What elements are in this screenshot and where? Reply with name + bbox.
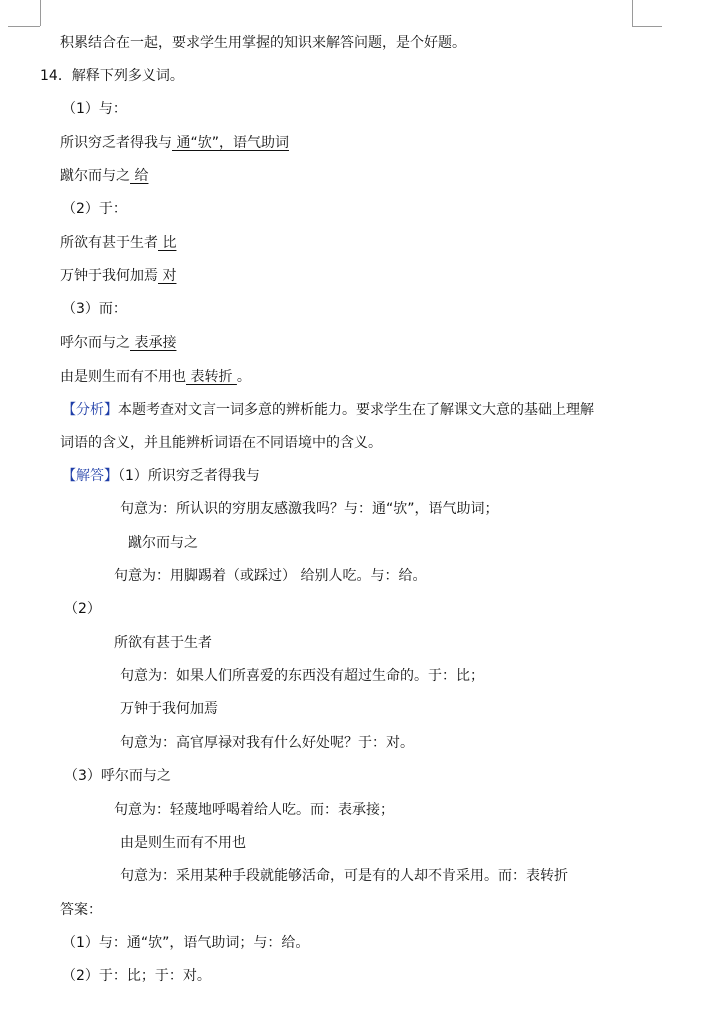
answers-label: 答案：: [60, 902, 102, 918]
explanation-line: 由是则生而有不用也: [120, 835, 246, 851]
explanation-line: 句意为：如果人们所喜爱的东西没有超过生命的。于：比；: [120, 668, 484, 684]
final-answer: （1）与：通“欤”，语气助词；与：给。: [62, 935, 310, 951]
explanation-line: 所欲有甚于生者: [114, 635, 212, 651]
page-corner-mark-right: [632, 0, 633, 26]
answer-blank: 表承接: [130, 335, 177, 351]
sentence-row: [60, 368, 251, 386]
analysis-line: [62, 401, 594, 419]
sentence-text: 所识穷乏者得我与: [60, 135, 172, 151]
analysis-tag: 【分析】: [62, 402, 118, 418]
answer-blank: 表转折: [186, 369, 237, 385]
answer-line: [62, 467, 260, 485]
part-heading: （1）与：: [62, 101, 127, 117]
answer-blank: 通“欤”，语气助词: [172, 135, 289, 151]
sentence-row: [60, 334, 176, 352]
explanation-line: （2）: [64, 601, 101, 617]
page-corner-mark-left: [40, 0, 41, 26]
analysis-text: 词语的含义，并且能辨析词语在不同语境中的含义。: [60, 435, 382, 451]
sentence-text: 呼尔而与之: [60, 335, 130, 351]
sentence-text: 所欲有甚于生者: [60, 235, 158, 251]
answer-blank: 给: [130, 168, 149, 184]
answer-blank: 比: [158, 235, 177, 251]
sentence-end: 。: [236, 369, 251, 385]
page-corner-mark-right-h: [632, 26, 662, 27]
explanation-line: （3）呼尔而与之: [64, 768, 171, 784]
explanation-line: 句意为：高官厚禄对我有什么好处呢？于：对。: [120, 735, 414, 751]
final-answer: （2）于：比；于：对。: [62, 968, 211, 984]
answer-blank: 对: [158, 268, 177, 284]
answer-text: （1）所识穷乏者得我与: [118, 468, 260, 484]
part-heading: （3）而：: [62, 301, 127, 317]
analysis-text: 本题考查对文言一词多意的辨析能力。要求学生在了解课文大意的基础上理解: [118, 402, 594, 418]
sentence-row: [60, 134, 289, 152]
page-corner-mark-left-h: [8, 26, 40, 27]
text-line: 积累结合在一起，要求学生用掌握的知识来解答问题，是个好题。: [60, 35, 466, 51]
explanation-line: 蹴尔而与之: [128, 535, 198, 551]
sentence-text: 由是则生而有不用也: [60, 369, 186, 385]
explanation-line: 句意为：所认识的穷朋友感激我吗？与：通“欤”，语气助词；: [120, 501, 499, 517]
explanation-line: 句意为：轻蔑地呼喝着给人吃。而：表承接；: [114, 802, 394, 818]
explanation-line: 万钟于我何加焉: [120, 701, 218, 717]
sentence-text: 万钟于我何加焉: [60, 268, 158, 284]
question-title: 14．解释下列多义词。: [40, 68, 184, 84]
sentence-row: [60, 167, 148, 185]
answer-tag: 【解答】: [62, 468, 118, 484]
explanation-line: 句意为：用脚踢着（或踩过） 给别人吃。与：给。: [114, 568, 427, 584]
sentence-row: [60, 267, 176, 285]
explanation-line: 句意为：采用某种手段就能够活命，可是有的人却不肯采用。而：表转折: [120, 868, 568, 884]
part-heading: （2）于：: [62, 201, 127, 217]
sentence-text: 蹴尔而与之: [60, 168, 130, 184]
sentence-row: [60, 234, 176, 252]
